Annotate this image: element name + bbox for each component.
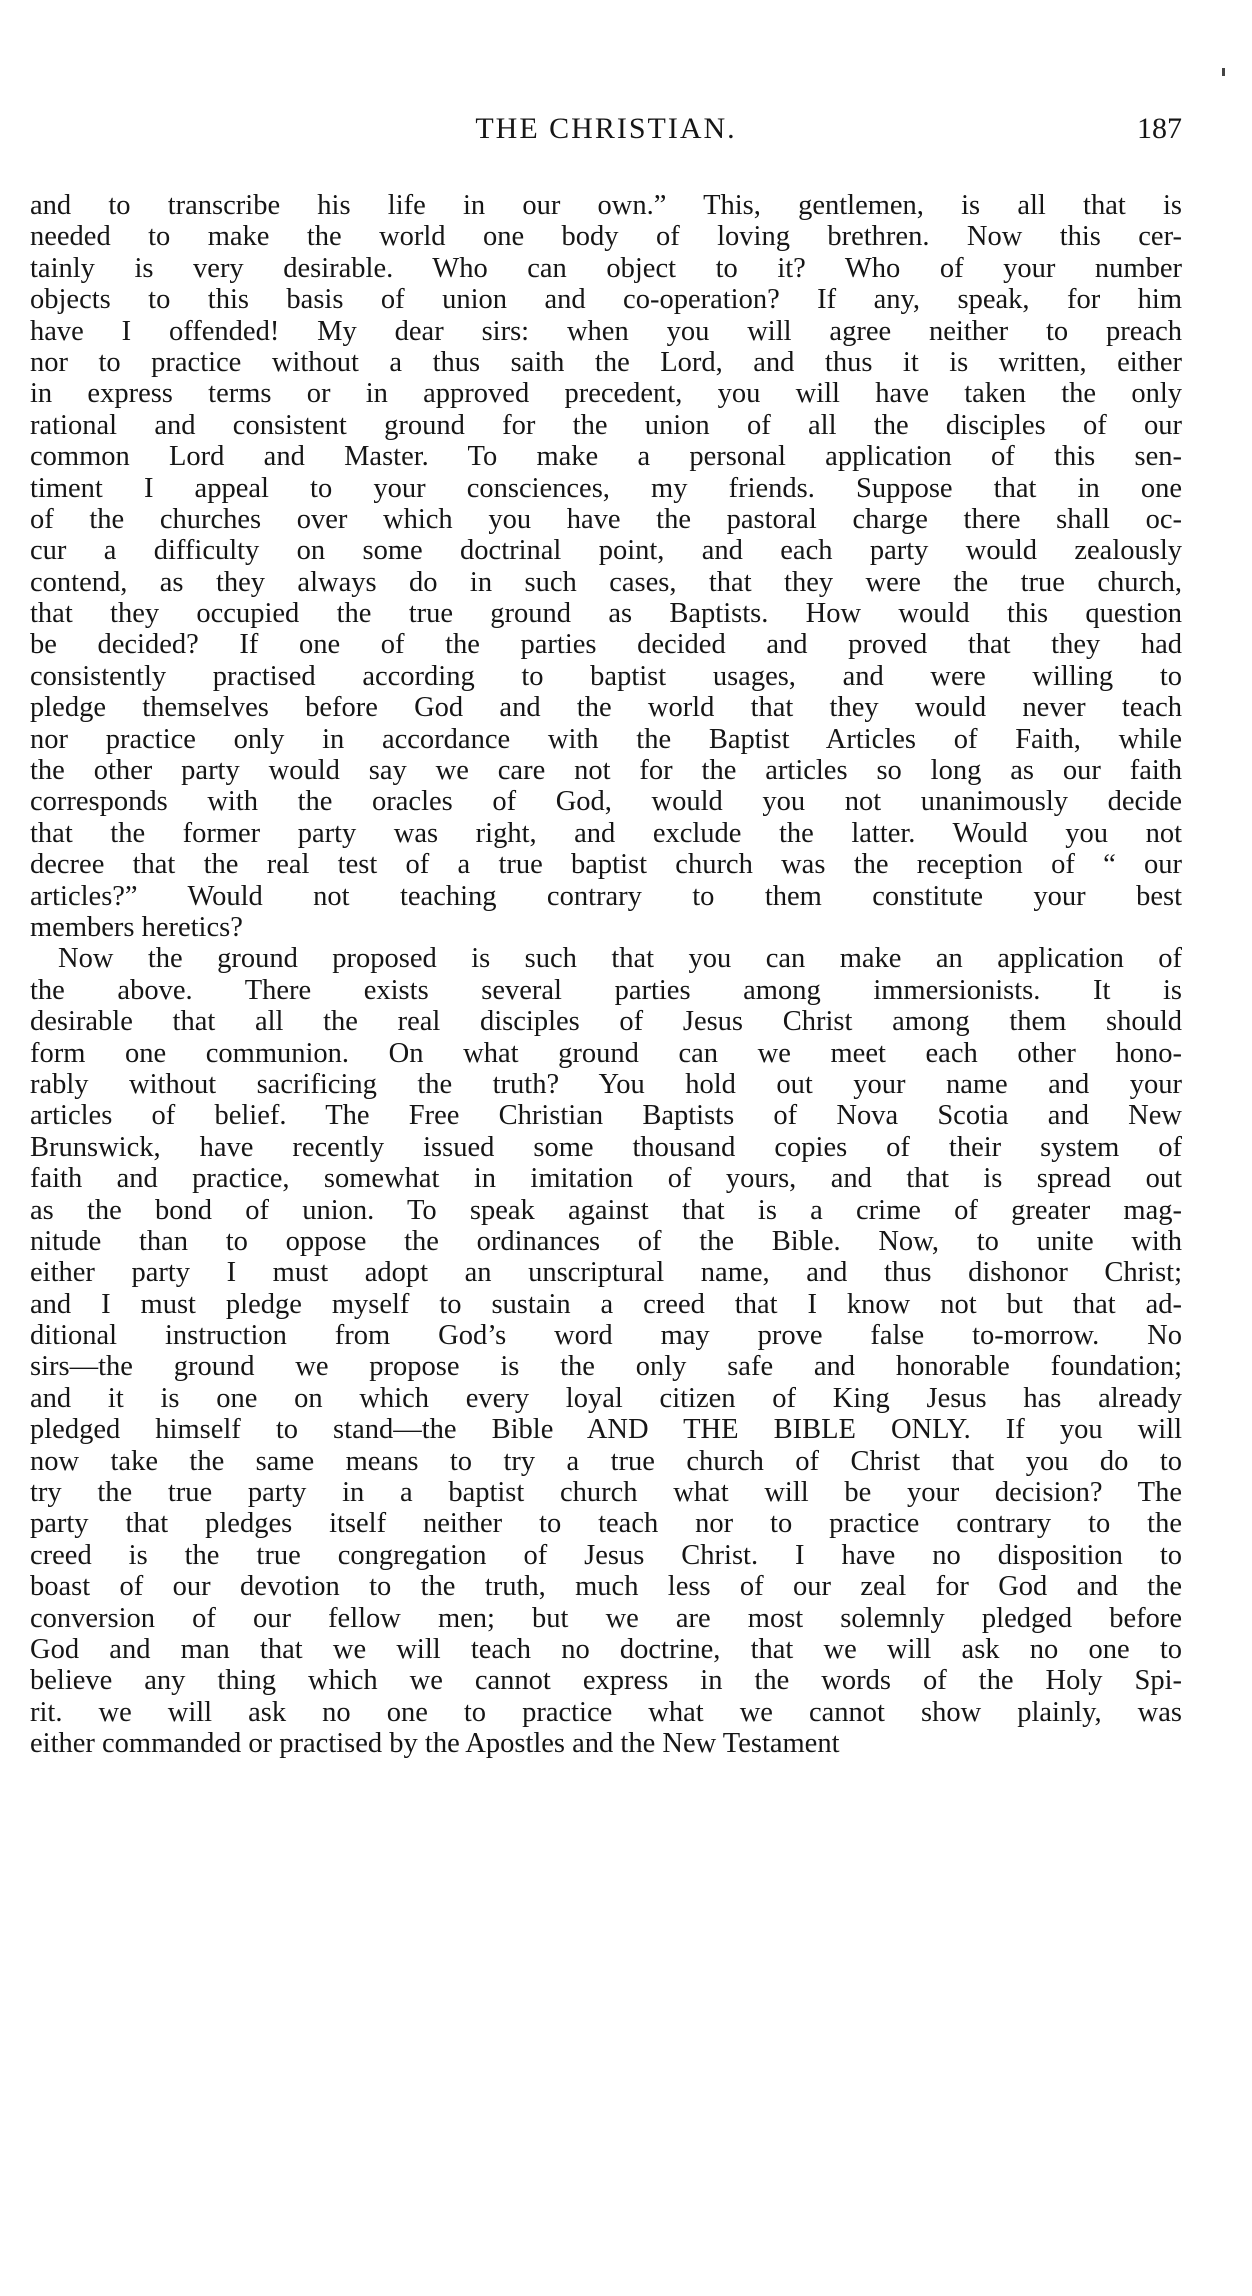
page-header bbox=[30, 112, 1182, 152]
text-line: corresponds with the oracles of God, would you not unanimously decide bbox=[30, 786, 1182, 818]
text-line: nor practice only in accordance with the Baptist Articles of Faith, while bbox=[30, 723, 1182, 755]
text-line: pledge themselves before God and the world that they would never teach bbox=[30, 692, 1182, 724]
text-line: rably without sacrificing the truth? You hold out your name and your bbox=[30, 1068, 1182, 1100]
text-line: objects to this basis of union and co-operation? If any, speak, for him bbox=[30, 284, 1182, 316]
text-line: members heretics? bbox=[30, 911, 243, 943]
text-line: either commanded or practised by the Apostles and the New Testament bbox=[30, 1728, 840, 1760]
text-line: cur a difficulty on some doctrinal point, and each party would zealously bbox=[30, 535, 1182, 567]
text-line: now take the same means to try a true church of Christ that you do to bbox=[30, 1445, 1182, 1477]
margin-mark bbox=[1222, 68, 1225, 76]
text-line: nitude than to oppose the ordinances of the Bible. Now, to unite with bbox=[30, 1225, 1182, 1257]
paragraph bbox=[30, 190, 1182, 943]
text-line: rational and consistent ground for the union of all the disciples of our bbox=[30, 409, 1182, 441]
text-line: boast of our devotion to the truth, much less of our zeal for God and the bbox=[30, 1571, 1182, 1603]
text-line: sirs—the ground we propose is the only safe and honorable foundation; bbox=[30, 1351, 1182, 1383]
text-line: conversion of our fellow men; but we are most solemnly pledged before bbox=[30, 1602, 1182, 1634]
text-line: tainly is very desirable. Who can object to it? Who of your number bbox=[30, 252, 1182, 284]
text-line: believe any thing which we cannot express in the words of the Holy Spi- bbox=[30, 1665, 1182, 1697]
paragraph bbox=[30, 943, 1182, 1759]
text-line: articles of belief. The Free Christian Baptists of Nova Scotia and New bbox=[30, 1100, 1182, 1132]
text-line: party that pledges itself neither to teach nor to practice contrary to the bbox=[30, 1508, 1182, 1540]
text-line: faith and practice, somewhat in imitation of yours, and that is spread out bbox=[30, 1163, 1182, 1195]
text-line: creed is the true congregation of Jesus Christ. I have no disposition to bbox=[30, 1539, 1182, 1571]
text-line: ditional instruction from God’s word may prove false to-morrow. No bbox=[30, 1320, 1182, 1352]
text-line: timent I appeal to your consciences, my friends. Suppose that in one bbox=[30, 472, 1182, 504]
text-line: rit. we will ask no one to practice what we cannot show plainly, was bbox=[30, 1696, 1182, 1728]
text-line: the above. There exists several parties among immersionists. It is bbox=[30, 974, 1182, 1006]
page-number: 187 bbox=[1137, 112, 1182, 145]
text-line: Brunswick, have recently issued some thousand copies of their system of bbox=[30, 1131, 1182, 1163]
text-line: try the true party in a baptist church what will be your decision? The bbox=[30, 1477, 1182, 1509]
text-line: Now the ground proposed is such that you can make an application of bbox=[58, 943, 1182, 975]
text-line: either party I must adopt an unscriptural name, and thus dishonor Christ; bbox=[30, 1257, 1182, 1289]
text-line: that the former party was right, and exclude the latter. Would you not bbox=[30, 817, 1182, 849]
text-line: contend, as they always do in such cases, that they were the true church, bbox=[30, 566, 1182, 598]
text-line: desirable that all the real disciples of Jesus Christ among them should bbox=[30, 1006, 1182, 1038]
text-line: decree that the real test of a true baptist church was the reception of “ our bbox=[30, 849, 1182, 881]
text-line: in express terms or in approved precedent, you will have taken the only bbox=[30, 378, 1182, 410]
text-line: nor to practice without a thus saith the Lord, and thus it is written, either bbox=[30, 346, 1182, 378]
text-line: and to transcribe his life in our own.” This, gentlemen, is all that is bbox=[30, 190, 1182, 221]
text-line: have I offended! My dear sirs: when you will agree neither to preach bbox=[30, 315, 1182, 347]
running-title: THE CHRISTIAN. bbox=[475, 112, 737, 145]
text-line: articles?” Would not teaching contrary to them constitute your best bbox=[30, 880, 1182, 912]
text-line: consistently practised according to baptist usages, and were willing to bbox=[30, 660, 1182, 692]
text-line: be decided? If one of the parties decided and proved that they had bbox=[30, 629, 1182, 661]
text-line: of the churches over which you have the pastoral charge there shall oc- bbox=[30, 503, 1182, 535]
text-line: that they occupied the true ground as Baptists. How would this question bbox=[30, 598, 1182, 630]
text-line: the other party would say we care not for the articles so long as our faith bbox=[30, 755, 1182, 787]
text-line: God and man that we will teach no doctrine, that we will ask no one to bbox=[30, 1633, 1182, 1665]
text-line: pledged himself to stand—the Bible AND THE BIBLE ONLY. If you will bbox=[30, 1414, 1182, 1446]
text-line: needed to make the world one body of loving brethren. Now this cer- bbox=[30, 221, 1182, 253]
text-line: form one communion. On what ground can we meet each other hono- bbox=[30, 1037, 1182, 1069]
body-text bbox=[30, 190, 1182, 1760]
text-line: and I must pledge myself to sustain a creed that I know not but that ad- bbox=[30, 1288, 1182, 1320]
text-line: and it is one on which every loyal citizen of King Jesus has already bbox=[30, 1382, 1182, 1414]
text-line: as the bond of union. To speak against that is a crime of greater mag- bbox=[30, 1194, 1182, 1226]
text-line: common Lord and Master. To make a personal application of this sen- bbox=[30, 441, 1182, 473]
